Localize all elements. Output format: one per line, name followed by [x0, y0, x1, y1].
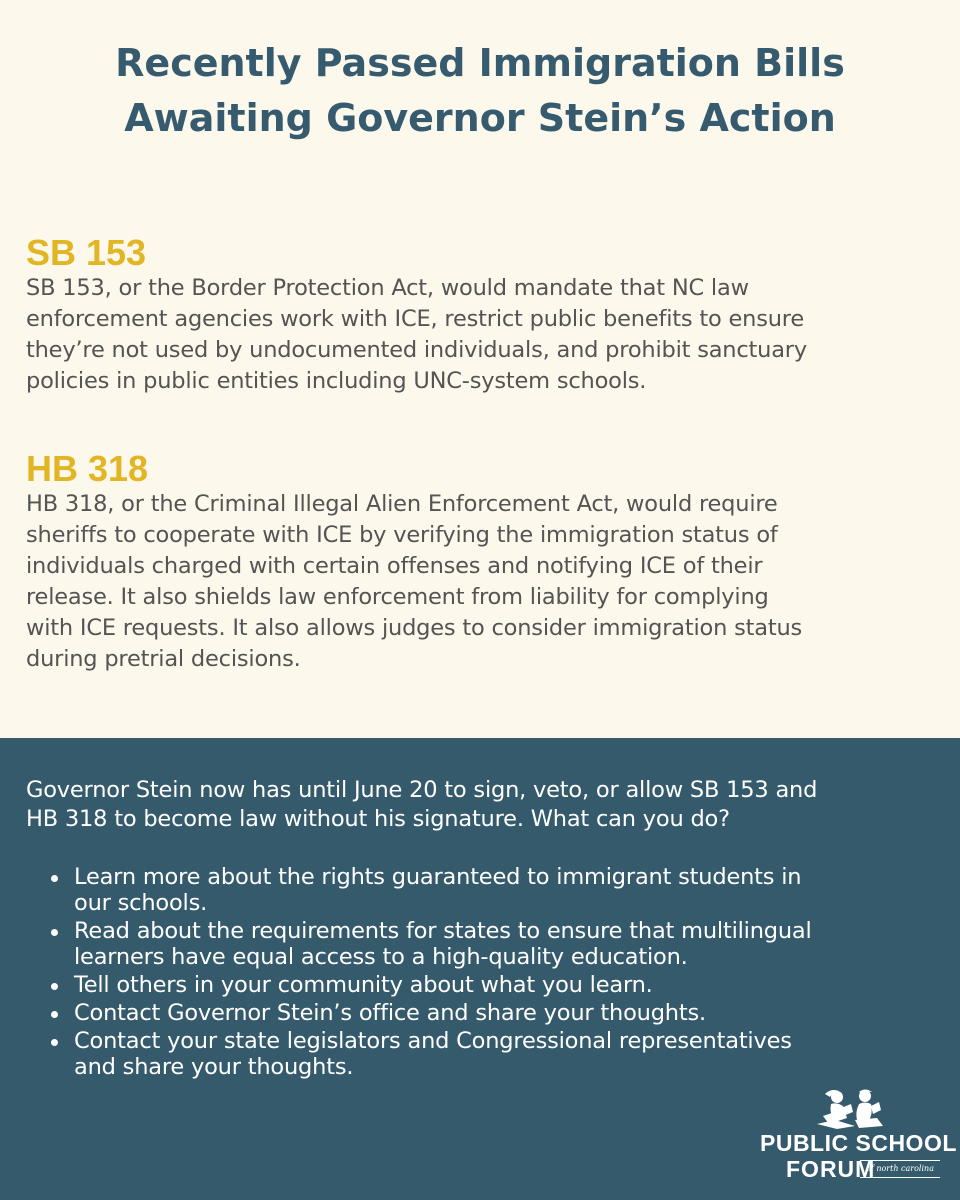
bullet-icon: [51, 875, 58, 882]
logo-line-1: PUBLIC SCHOOL: [760, 1130, 957, 1156]
bill-description: [26, 489, 926, 675]
text-line: enforcement agencies work with ICE, restrict public benefits to ensure: [26, 306, 804, 332]
bullet-icon: [51, 983, 58, 990]
list-item: [26, 918, 812, 970]
call-to-action-section: [0, 738, 960, 1200]
intro-paragraph: [26, 776, 817, 834]
bill-hb-318: [26, 449, 926, 675]
text-line: release. It also shields law enforcement from liability for complying: [26, 584, 769, 610]
text-line: Contact Governor Stein’s office and share your thoughts.: [74, 1000, 706, 1026]
list-item: [26, 1028, 812, 1080]
text-line: during pretrial decisions.: [26, 646, 301, 672]
text-line: individuals charged with certain offenses and notifying ICE of their: [26, 553, 763, 579]
text-line: our schools.: [74, 890, 208, 916]
logo-subtitle: of north carolina: [860, 1160, 940, 1178]
text-line: SB 153, or the Border Protection Act, would mandate that NC law: [26, 275, 749, 301]
text-line: Tell others in your community about what you learn.: [74, 972, 653, 998]
text-line: with ICE requests. It also allows judges to consider immigration status: [26, 615, 803, 641]
title-line: Recently Passed Immigration Bills: [115, 41, 845, 85]
list-item: [26, 972, 812, 998]
text-line: learners have equal access to a high-quality education.: [74, 944, 688, 970]
bill-sb-153: [26, 233, 926, 397]
text-line: HB 318, or the Criminal Illegal Alien Enforcement Act, would require: [26, 491, 778, 517]
text-line: they’re not used by undocumented individuals, and prohibit sanctuary: [26, 337, 807, 363]
text-line: Governor Stein now has until June 20 to sign, veto, or allow SB 153 and: [26, 777, 818, 803]
text-line: policies in public entities including UNC-system schools.: [26, 368, 647, 394]
list-item: [26, 864, 812, 916]
bill-heading: HB 318: [26, 448, 149, 489]
bill-description: [26, 273, 926, 397]
title-line: Awaiting Governor Stein’s Action: [124, 96, 836, 140]
bullet-icon: [51, 1039, 58, 1046]
text-line: sheriffs to cooperate with ICE by verifying the immigration status of: [26, 522, 778, 548]
text-line: HB 318 to become law without his signature. What can you do?: [26, 806, 730, 832]
text-line: Contact your state legislators and Congressional representatives: [74, 1028, 792, 1054]
reading-children-icon: [815, 1088, 885, 1130]
text-line: and share your thoughts.: [74, 1054, 354, 1080]
list-item: [26, 1000, 812, 1026]
page-title: [0, 36, 960, 146]
text-line: Read about the requirements for states to ensure that multilingual: [74, 918, 812, 944]
action-list: [26, 864, 812, 1082]
bullet-icon: [51, 1011, 58, 1018]
public-school-forum-logo: [760, 1088, 957, 1188]
bill-heading: SB 153: [26, 232, 147, 273]
logo-line-2: FORUM: [786, 1156, 876, 1182]
text-line: Learn more about the rights guaranteed to immigrant students in: [74, 864, 802, 890]
bullet-icon: [51, 929, 58, 936]
